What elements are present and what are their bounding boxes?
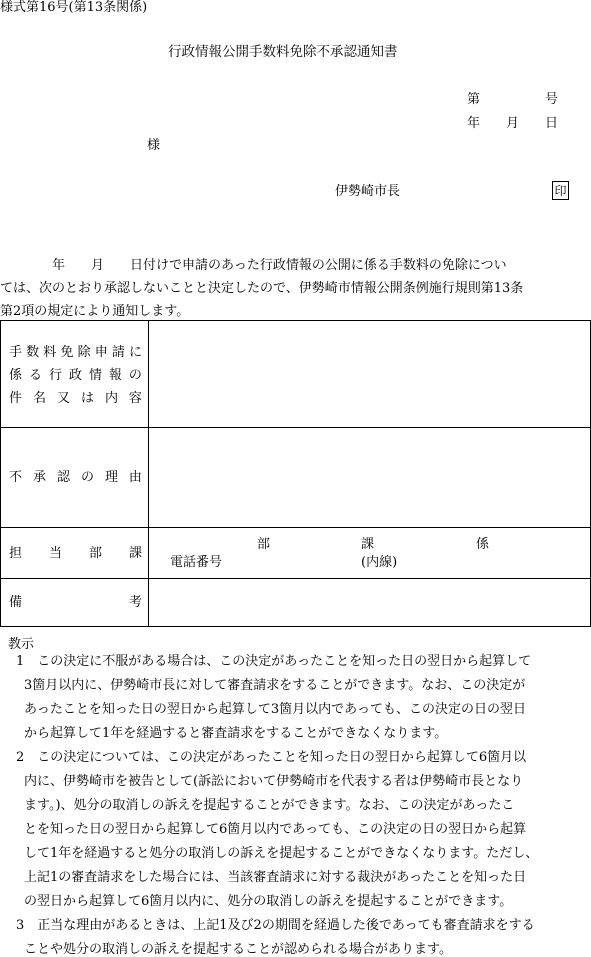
label-line [1, 542, 148, 565]
label-line [9, 364, 142, 387]
label-char: は [80, 390, 94, 406]
phone-number-label: 電話番号 [170, 555, 223, 570]
extension-label: (内線) [361, 555, 398, 570]
document-title: 行政情報公開手数料免除不承認通知書 [168, 44, 398, 60]
table-row-request-subject [1, 321, 591, 428]
instruction-line: 1 この決定に不服がある場合は、この決定があったことを知った日の翌日から起算して [16, 654, 532, 669]
label-char: 報 [108, 367, 122, 383]
label-remarks [1, 579, 149, 627]
intro-line: ては、次のとおり承認しないことと決定したので、伊勢崎市情報公開条例施行規則第13条 [0, 281, 524, 296]
instruction-line: の翌日から起算して6箇月以内に、処分の取消しの訴えを提起することができます。 [24, 894, 513, 909]
label-char: 容 [128, 390, 142, 406]
instruction-line: から起算して1年を経過すると審査請求をすることができなくなります。 [24, 726, 448, 741]
label-char: 備 [9, 595, 23, 610]
label-char: 承 [32, 470, 46, 485]
value-reason[interactable] [149, 428, 591, 528]
label-char: 件 [9, 390, 23, 406]
issuer-name: 伊勢崎市長 [335, 184, 401, 199]
label-char: る [28, 367, 42, 383]
label-char: の [128, 367, 142, 383]
label-char: 申 [94, 344, 108, 360]
label-line [1, 466, 148, 489]
intro-line: 年 月 日付けで申請のあった行政情報の公開に係る手数料の免除につい [0, 258, 507, 273]
value-remarks[interactable] [149, 579, 591, 627]
instruction-line: して1年を経過すると処分の取消しの訴えを提起することができなくなります。ただし、 [24, 846, 539, 861]
label-char: 情 [88, 367, 102, 383]
label-char: 行 [48, 367, 62, 383]
instruction-line: 2 この決定については、この決定があったことを知った日の翌日から起算して6箇月以 [16, 750, 527, 765]
department-suffix: 部 [257, 537, 271, 552]
label-char: 担 [9, 545, 23, 561]
label-char: 課 [128, 545, 142, 561]
label-char: 除 [77, 344, 91, 360]
label-staff [1, 528, 149, 579]
label-char: 由 [128, 470, 142, 485]
label-char: 政 [68, 367, 82, 383]
label-char: の [80, 470, 94, 485]
intro-line: 第2項の規定により通知します。 [0, 304, 190, 319]
intro-paragraph [0, 254, 591, 323]
label-reason [1, 428, 149, 528]
recipient-line: 様 [147, 138, 161, 153]
instruction-line: 内に、伊勢崎市を被告として(訴訟において伊勢崎市を代表する者は伊勢崎市長となり [24, 774, 524, 789]
label-request-subject [1, 321, 149, 428]
seal-mark: 印 [552, 181, 569, 200]
label-char: 認 [56, 470, 70, 485]
label-char: に [128, 344, 142, 360]
label-char: 考 [128, 595, 142, 610]
label-char: 請 [111, 344, 125, 360]
instruction-line: ます。)、処分の取消しの訴えを提起することができます。なお、この決定があったこ [24, 798, 515, 813]
instruction-line: とを知った日の翌日から起算して6箇月以内であっても、この決定の日の翌日から起算 [24, 822, 527, 837]
label-line [9, 387, 142, 410]
document-number-line: 第 号 [467, 92, 559, 107]
label-char: 内 [104, 390, 118, 406]
form-number-label: 様式第16号(第13条関係) [0, 0, 148, 15]
instruction-line: 3箇月以内に、伊勢崎市長に対して審査請求をすることができます。なお、この決定が [24, 678, 526, 693]
label-char: 不 [9, 470, 23, 485]
instruction-line: あったことを知った日の翌日から起算して3箇月以内であっても、この決定の日の翌日 [24, 702, 527, 717]
instruction-line: 3 正当な理由があるときは、上記1及び2の期間を経過した後であっても審査請求をする [16, 918, 535, 933]
label-char: 当 [48, 545, 62, 561]
label-char: 又 [56, 390, 70, 406]
value-request-subject[interactable] [149, 321, 591, 428]
label-char: 理 [104, 470, 118, 485]
label-char: 部 [88, 545, 102, 561]
label-char: 名 [32, 390, 46, 406]
label-char: 係 [9, 367, 23, 383]
date-line: 年 月 日 [467, 116, 559, 131]
instruction-line: 上記1の審査請求をした場合には、当該審査請求に対する裁決があったことを知った日 [24, 870, 527, 885]
table-row-staff [1, 528, 591, 579]
value-staff[interactable] [149, 528, 591, 579]
label-line [1, 591, 148, 614]
label-line [9, 341, 142, 364]
notice-table [0, 320, 591, 627]
table-row-reason [1, 428, 591, 528]
table-row-remarks [1, 579, 591, 627]
label-char: 免 [60, 344, 74, 360]
staff-suffix: 係 [476, 537, 490, 552]
section-suffix: 課 [361, 537, 375, 552]
label-char: 料 [43, 344, 57, 360]
label-char: 手 [9, 344, 23, 360]
label-char: 数 [26, 344, 40, 360]
instruction-heading: 教示 [8, 637, 35, 652]
instruction-line: ことや処分の取消しの訴えを提起することが認められる場合があります。 [24, 942, 452, 957]
